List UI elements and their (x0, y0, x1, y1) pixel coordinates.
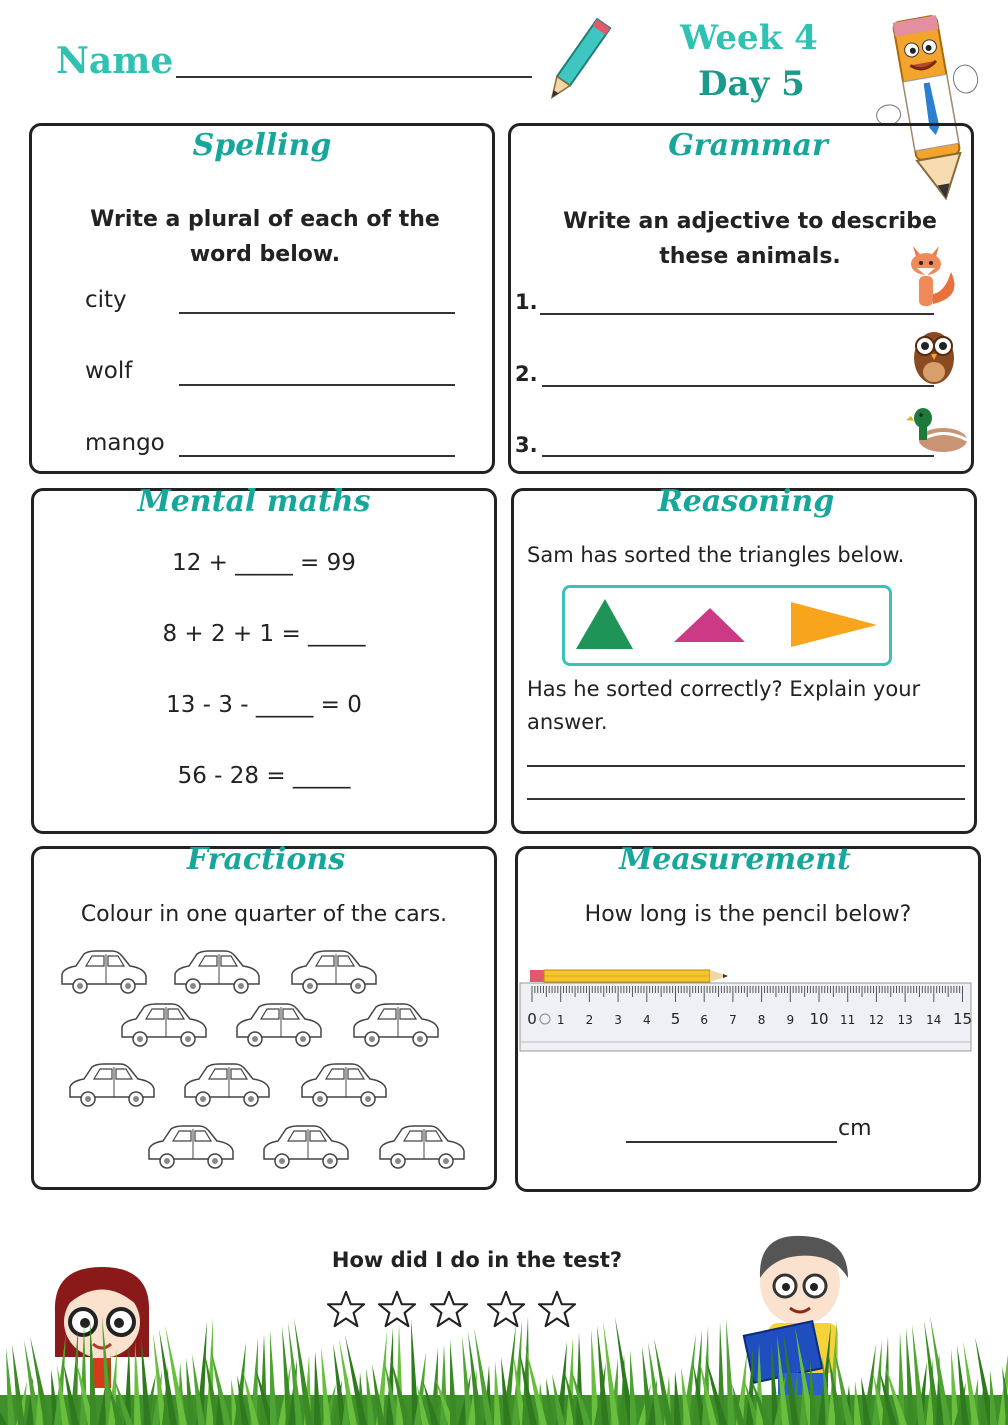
measurement-answer-line[interactable] (626, 1141, 837, 1143)
measurement-question: How long is the pencil below? (584, 902, 912, 927)
spelling-word-city: city (85, 287, 127, 313)
grammar-title: Grammar (668, 128, 828, 163)
car-icon[interactable] (185, 1064, 269, 1106)
reasoning-title: Reasoning (657, 484, 835, 519)
day-label: Day 5 (698, 64, 805, 104)
grammar-answer-line-2[interactable] (542, 385, 934, 387)
car-icon[interactable] (122, 1004, 206, 1046)
ruler-label: 7 (729, 1013, 737, 1027)
ruler-label: 13 (897, 1013, 913, 1027)
owl-icon (910, 322, 958, 386)
ruler-label: 6 (700, 1013, 709, 1027)
car-icon[interactable] (354, 1004, 438, 1046)
spelling-answer-line-2[interactable] (179, 384, 455, 386)
mental-maths-title: Mental maths (137, 484, 371, 519)
ruler-label: 4 (642, 1013, 651, 1027)
ruler-label: 15 (952, 1010, 973, 1028)
ruler-label: 5 (670, 1010, 681, 1028)
grammar-item-3-number: 3. (515, 433, 538, 457)
spelling-answer-line-3[interactable] (179, 455, 455, 457)
car-icon[interactable] (292, 951, 376, 993)
week-label: Week 4 (680, 18, 818, 58)
ruler (519, 980, 973, 1054)
car-icon[interactable] (175, 951, 259, 993)
name-field[interactable] (176, 76, 532, 78)
car-icon[interactable] (149, 1126, 233, 1168)
grammar-answer-line-3[interactable] (542, 455, 934, 457)
grass-blade (450, 1340, 457, 1425)
car-icon[interactable] (70, 1064, 154, 1106)
spelling-word-mango: mango (85, 430, 165, 456)
footer-question: How did I do in the test? (331, 1248, 623, 1272)
grass-blade (314, 1351, 321, 1425)
reasoning-question: Has he sorted correctly? Explain your answer. (527, 677, 921, 734)
grammar-item-1-number: 1. (515, 290, 538, 314)
grass-blade (90, 1320, 97, 1425)
grass-border (0, 1300, 1008, 1425)
measurement-title: Measurement (619, 842, 851, 877)
equation-1: 12 + _____ = 99 (172, 550, 356, 576)
car-icon[interactable] (62, 951, 146, 993)
ruler-label: 14 (926, 1013, 942, 1027)
fractions-title: Fractions (186, 842, 346, 877)
car-icon[interactable] (380, 1126, 464, 1168)
fractions-instruction: Colour in one quarter of the cars. (80, 902, 448, 927)
ruler-label: 1 (556, 1013, 565, 1027)
ruler-label: 10 (809, 1010, 829, 1028)
reasoning-intro: Sam has sorted the triangles below. (527, 543, 905, 567)
reasoning-answer-line-2[interactable] (527, 798, 965, 800)
grass-blade (630, 1350, 637, 1425)
ruler-label: 0 (527, 1010, 537, 1028)
spelling-title: Spelling (192, 128, 332, 163)
car-icon[interactable] (302, 1064, 386, 1106)
spelling-answer-line-1[interactable] (179, 312, 455, 314)
grammar-instruction: Write an adjective to describe these animals. (563, 209, 937, 269)
reasoning-answer-line-1[interactable] (527, 765, 965, 767)
equation-4: 56 - 28 = _____ (177, 763, 351, 789)
spelling-word-wolf: wolf (85, 358, 133, 384)
grammar-item-2-number: 2. (515, 362, 538, 386)
duck-icon (905, 402, 969, 456)
cars-group (55, 945, 475, 1175)
grass-blade (134, 1341, 141, 1425)
car-icon[interactable] (264, 1126, 348, 1168)
ruler-label: 8 (757, 1013, 766, 1027)
ruler-label: 3 (614, 1013, 622, 1027)
pencil-icon (540, 10, 615, 110)
fox-icon (905, 242, 965, 314)
ruler-label: 9 (786, 1013, 795, 1027)
ruler-label: 12 (868, 1013, 885, 1027)
spelling-instruction: Write a plural of each of the word below. (90, 207, 440, 267)
triangle-pink (674, 608, 745, 642)
grass-blade (270, 1330, 277, 1425)
grammar-answer-line-1[interactable] (540, 313, 934, 315)
ruler-label: 2 (585, 1013, 594, 1027)
name-label: Name (56, 40, 174, 82)
equation-2: 8 + 2 + 1 = _____ (162, 621, 366, 647)
triangle-orange (791, 602, 877, 647)
measurement-unit: cm (838, 1116, 872, 1141)
grass-blade (494, 1361, 501, 1425)
grass-blade (810, 1360, 817, 1425)
ruler-label: 11 (840, 1013, 856, 1027)
triangles-group (562, 585, 892, 666)
triangle-green (576, 599, 633, 649)
equation-3: 13 - 3 - _____ = 0 (166, 692, 362, 718)
car-icon[interactable] (237, 1004, 321, 1046)
